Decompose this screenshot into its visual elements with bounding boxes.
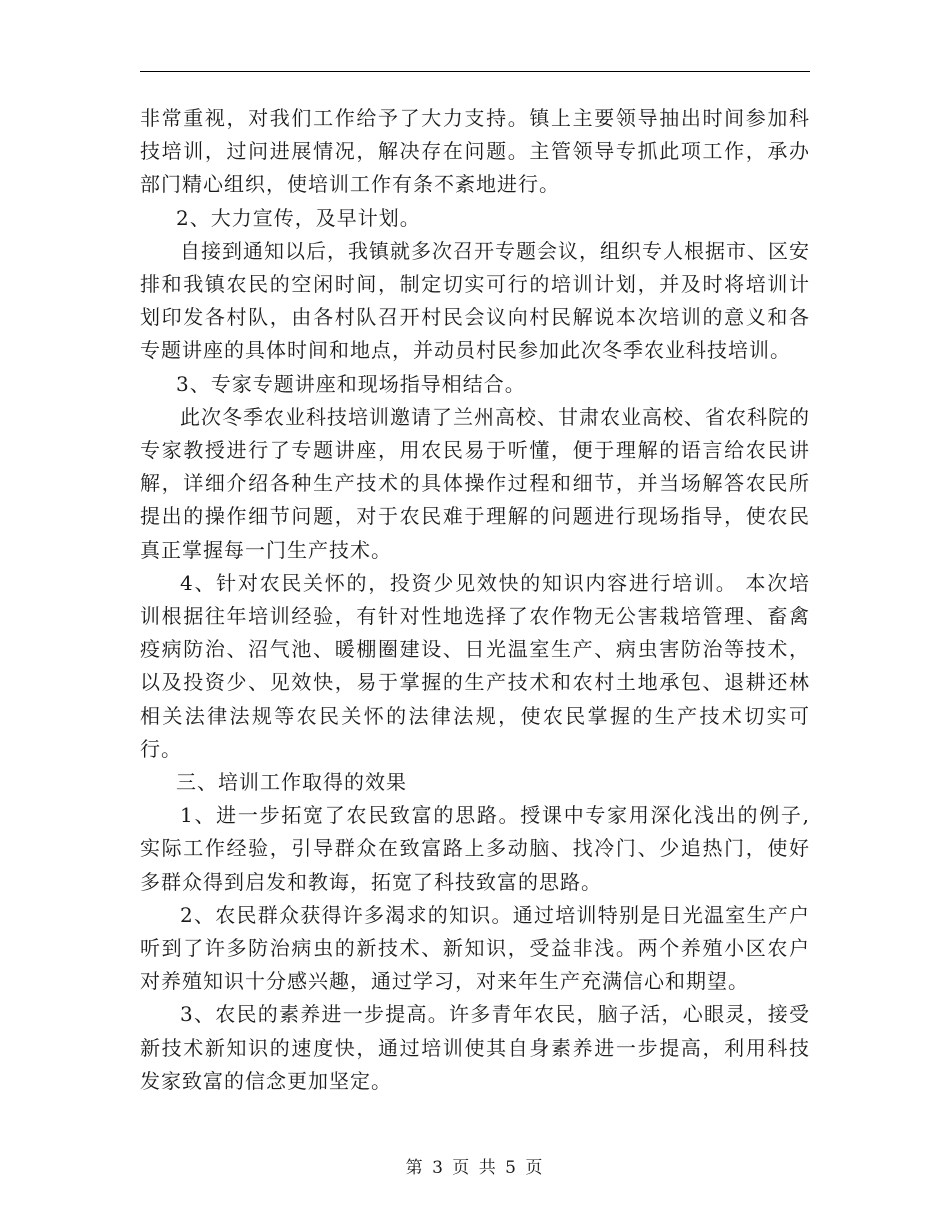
body-paragraph: 1、进一步拓宽了农民致富的思路。授课中专家用深化浅出的例子,实际工作经验，引导群众在致富路上多动脑、找冷门、少追热门，使好多群众得到启发和教诲，拓宽了科技致富的思路。 [140,803,810,894]
body-paragraph: 2、农民群众获得许多渴求的知识。通过培训特别是日光温室生产户听到了许多防治病虫的新技术、新知识，受益非浅。两个养殖小区农户对养殖知识十分感兴趣，通过学习，对来年生产充满信心和期望。 [140,902,810,994]
header-rule [140,71,810,72]
body-paragraph: 4、针对农民关怀的，投资少见效快的知识内容进行培训。 本次培训根据往年培训经验，有针对性地选择了农作物无公害栽培管理、畜禽疫病防治、沼气池、暖棚圈建设、日光温室生产、病虫害防治等技术，以及投资少、见效快，易于掌握的生产技术和农村土地承包、退耕还林相关法律法规等农民关怀的法律法规，使农民掌握的生产技术切实可行。 [140,570,810,761]
body-paragraph: 自接到通知以后，我镇就多次召开专题会议，组织专人根据市、区安排和我镇农民的空闲时间，制定切实可行的培训计划，并及时将培训计划印发各村队，由各村队召开村民会议向村民解说本次培训的意义和各专题讲座的具体时间和地点，并动员村民参加此次冬季农业科技培训。 [140,238,810,363]
section-heading: 三、培训工作取得的效果 [176,770,407,795]
body-paragraph: 非常重视，对我们工作给予了大力支持。镇上主要领导抽出时间参加科技培训，过问进展情况，解决存在问题。主管领导专抓此项工作，承办部门精心组织，使培训工作有条不紊地进行。 [140,106,810,197]
section-heading: 2、大力宣传，及早计划。 [176,205,421,230]
body-paragraph: 此次冬季农业科技培训邀请了兰州高校、甘肃农业高校、省农科院的专家教授进行了专题讲座，用农民易于听懂，便于理解的语言给农民讲解，详细介绍各种生产技术的具体操作过程和细节，并当场解答农民所提出的操作细节问题，对于农民难于理解的问题进行现场指导，使农民真正掌握每一门生产技术。 [140,404,810,562]
body-paragraph: 3、农民的素养进一步提高。许多青年农民，脑子活，心眼灵，接受新技术新知识的速度快，通过培训使其自身素养进一步提高，利用科技发家致富的信念更加坚定。 [140,1002,810,1093]
document-body [140,102,810,1098]
section-heading: 3、专家专题讲座和现场指导相结合。 [176,371,526,396]
page-number: 第 3 页 共 5 页 [405,1158,545,1178]
